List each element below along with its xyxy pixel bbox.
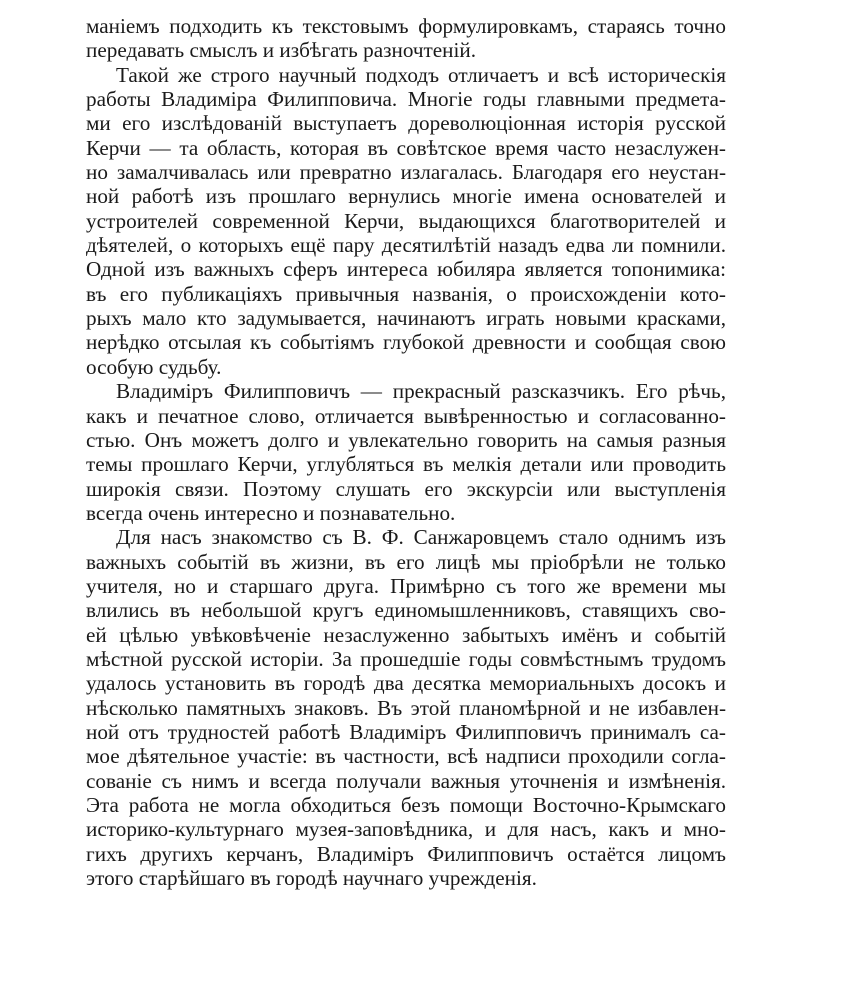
text-line: ной работѣ изъ прошлаго вернулись многіе имена основателей и bbox=[86, 184, 726, 209]
text-line: Для насъ знакомство съ В. Ф. Санжаровцемъ стало однимъ изъ bbox=[116, 525, 726, 550]
text-line: важныхъ событій въ жизни, въ его лицѣ мы пріобрѣли не только bbox=[86, 549, 726, 574]
text-line: всегда очень интересно и познавательно. bbox=[86, 500, 456, 525]
text-line: маніемъ подходить къ текстовымъ формулировкамъ, стараясь точно bbox=[86, 14, 726, 38]
text-line: Эта работа не могла обходиться безъ помощи Восточно-Крымскаго bbox=[86, 793, 726, 817]
text-line: какъ и печатное слово, отличается вывѣренностью и согласованно- bbox=[86, 403, 726, 428]
paragraph bbox=[86, 525, 726, 890]
paragraph bbox=[86, 379, 726, 525]
paragraph bbox=[86, 63, 726, 379]
text-line: Такой же строго научный подходъ отличаетъ и всѣ историческія bbox=[116, 62, 726, 87]
text-line: нерѣдко отсылая къ событіямъ глубокой древности и сообщая свою bbox=[86, 330, 726, 355]
text-line: стью. Онъ можетъ долго и увлекательно говорить на самыя разныя bbox=[86, 427, 726, 452]
paragraph bbox=[86, 14, 726, 63]
text-line: темы прошлаго Керчи, углубляться въ мелкія детали или проводить bbox=[86, 452, 726, 477]
document-page bbox=[86, 14, 726, 890]
text-line: ей цѣлью увѣковѣченіе незаслуженно забытыхъ имёнъ и событій bbox=[86, 622, 726, 647]
text-line: особую судьбу. bbox=[86, 354, 222, 379]
text-line: дѣятелей, о которыхъ ещё пару десятилѣтій назадъ едва ли помнили. bbox=[86, 233, 726, 258]
text-line: этого старѣйшаго въ городѣ научнаго учрежденія. bbox=[86, 866, 537, 891]
text-line: широкія связи. Поэтому слушать его экскурсіи или выступленія bbox=[86, 476, 726, 501]
text-line: учителя, но и старшаго друга. Примѣрно съ того же времени мы bbox=[86, 573, 726, 598]
text-line: историко-культурнаго музея-заповѣдника, и для насъ, какъ и мно- bbox=[86, 817, 726, 842]
text-line: Владиміръ Филипповичъ — прекрасный разсказчикъ. Его рѣчь, bbox=[116, 379, 726, 404]
text-line: ми его изслѣдованій выступаетъ дореволюціонная исторія русской bbox=[86, 111, 726, 136]
text-line: рыхъ мало кто задумывается, начинаютъ играть новыми красками, bbox=[86, 306, 726, 331]
text-line: ной отъ трудностей работѣ Владиміръ Филипповичъ принималъ са- bbox=[86, 719, 726, 744]
text-line: сованіе съ нимъ и всегда получали важныя уточненія и измѣненія. bbox=[86, 768, 726, 793]
text-line: въ его публикаціяхъ привычныя названія, о происхожденіи кото- bbox=[86, 281, 726, 306]
text-line: мѣстной русской исторіи. За прошедшіе годы совмѣстнымъ трудомъ bbox=[86, 646, 726, 671]
text-line: Одной изъ важныхъ сферъ интереса юбиляра является топонимика: bbox=[86, 257, 726, 282]
text-line: Керчи — та область, которая въ совѣтское время часто незаслужен- bbox=[86, 135, 726, 160]
text-line: влились въ небольшой кругъ единомышленниковъ, ставящихъ сво- bbox=[86, 598, 726, 623]
text-line: гихъ другихъ керчанъ, Владиміръ Филипповичъ остаётся лицомъ bbox=[86, 841, 726, 866]
text-line: удалось установить въ городѣ два десятка мемориальныхъ досокъ и bbox=[86, 671, 726, 696]
text-line: работы Владиміра Филипповича. Многіе годы главными предмета- bbox=[86, 87, 726, 112]
text-line: но замалчивалась или превратно излагалась. Благодаря его неустан- bbox=[86, 160, 726, 185]
text-line: передавать смыслъ и избѣгать разночтеній. bbox=[86, 38, 477, 63]
text-line: нѣсколько памятныхъ знаковъ. Въ этой планомѣрной и не избавлен- bbox=[86, 695, 726, 720]
text-line: мое дѣятельное участіе: въ частности, всѣ надписи проходили согла- bbox=[86, 744, 726, 769]
text-line: устроителей современной Керчи, выдающихся благотворителей и bbox=[86, 208, 726, 233]
